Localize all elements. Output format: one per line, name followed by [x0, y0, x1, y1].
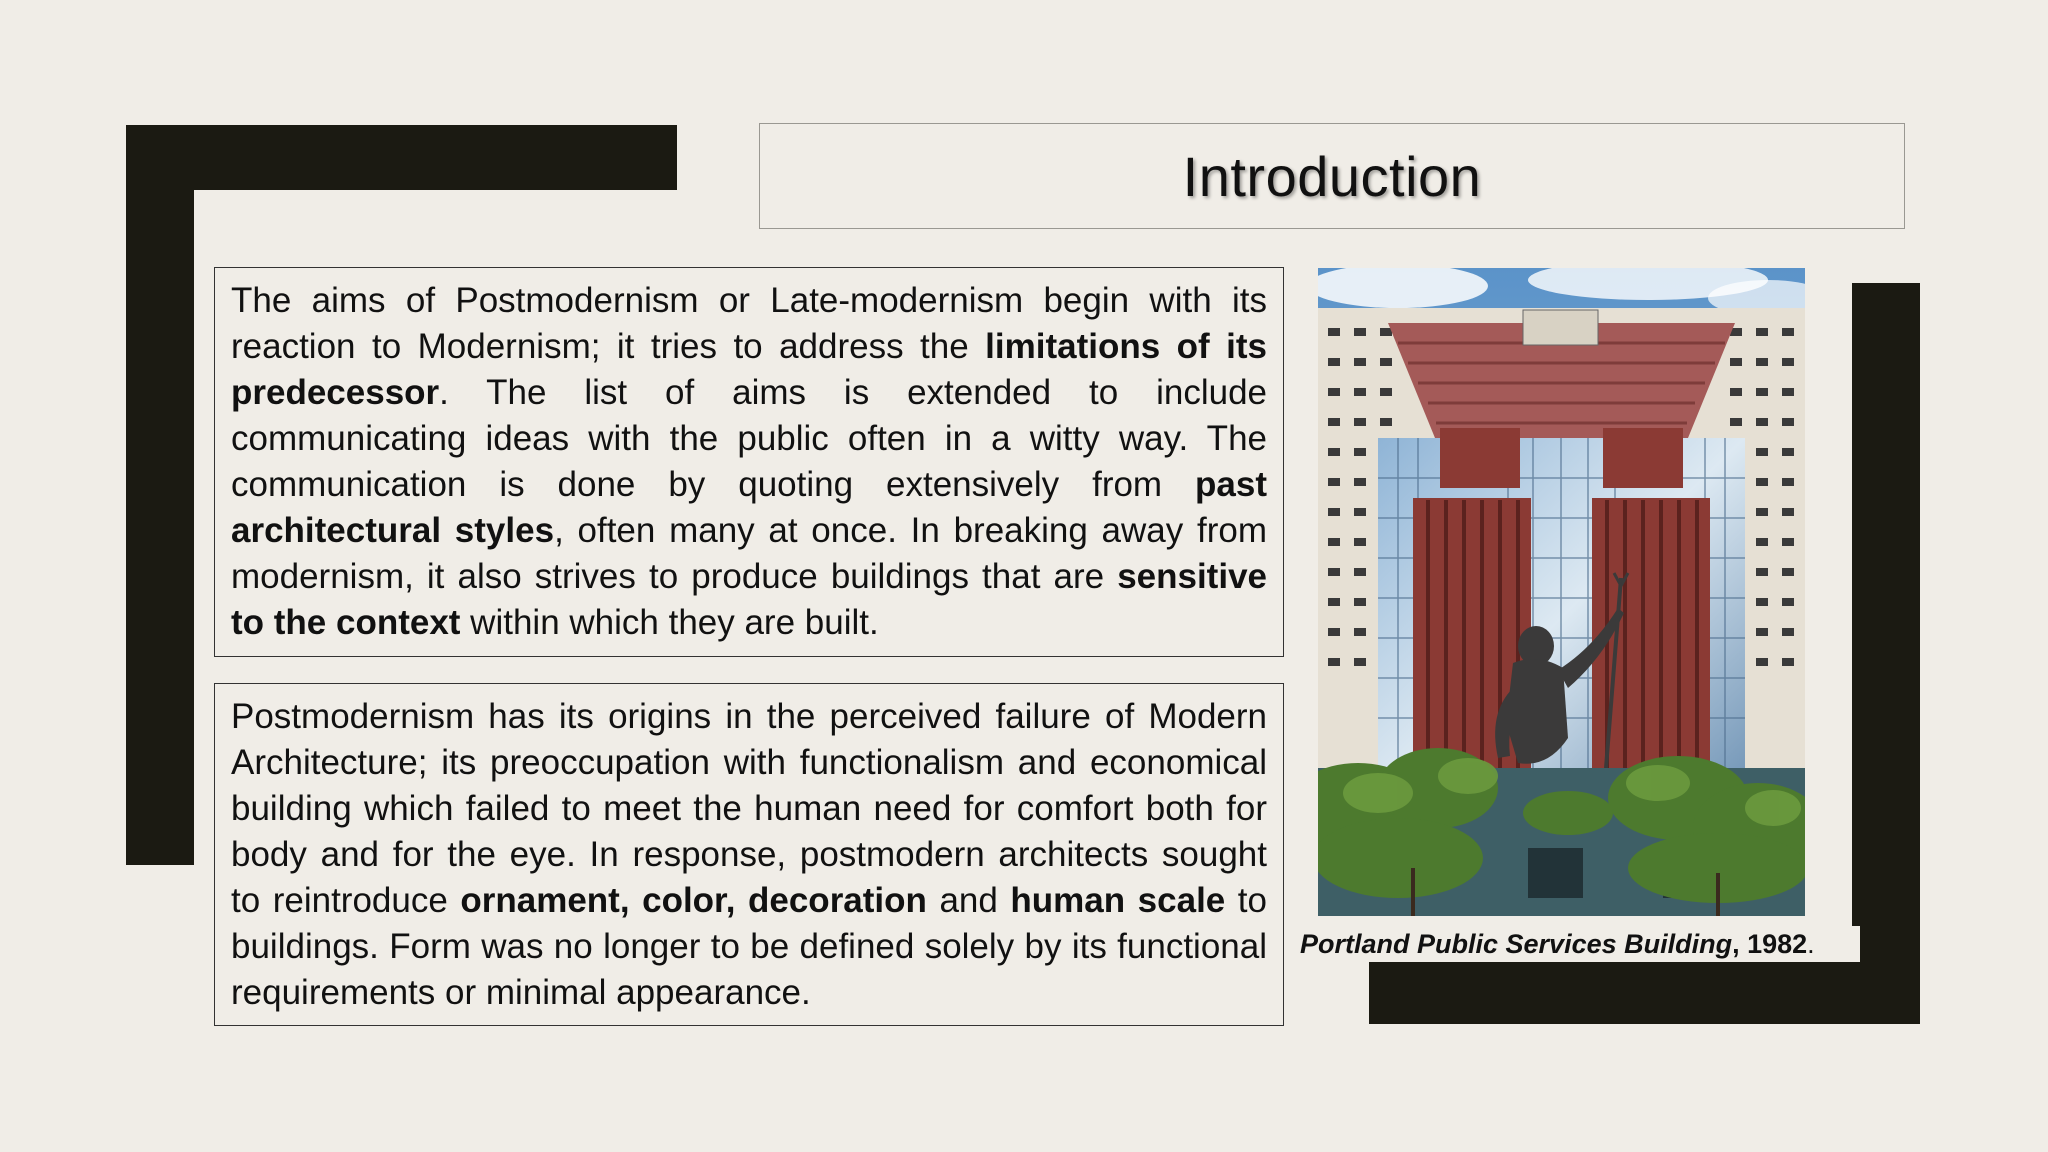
- text-run: , often many at once. In breaking away from modernism, it also strives to produce buildings that are: [231, 511, 1267, 596]
- text-box-aims: [214, 267, 1284, 657]
- slide-title: Introduction: [1182, 144, 1482, 208]
- text-run: The aims of Postmodernism or Late-modernism begin with its reaction to Modernism; it tries to address the: [231, 281, 1267, 366]
- paragraph-origins: [231, 694, 1267, 1016]
- text-run: within which they are built.: [460, 603, 879, 642]
- bold-run: past architectural styles: [231, 465, 1267, 550]
- bold-run: human scale: [1010, 881, 1226, 920]
- text-run: . The list of aims is extended to include communicating ideas with the public often in a witty way. The communication is done by quoting extensively from: [231, 373, 1267, 504]
- decor-bar-bottom-right-vertical: [1852, 283, 1920, 1024]
- bold-run: sensitive to the context: [231, 557, 1267, 642]
- text-run: to buildings. Form was no longer to be defined solely by its functional requirements or minimal appearance.: [231, 881, 1267, 1012]
- bold-run: limitations of its predecessor: [231, 327, 1267, 412]
- caption-year: , 1982: [1732, 929, 1808, 959]
- caption-building-name: Portland Public Services Building: [1300, 929, 1733, 959]
- decor-bar-top-left-vertical: [126, 125, 194, 865]
- caption-period: .: [1807, 929, 1815, 959]
- bold-run: ornament, color, decoration: [460, 881, 927, 920]
- text-box-origins: [214, 683, 1284, 1026]
- text-run: Postmodernism has its origins in the perceived failure of Modern Architecture; its preoccupation with functionalism and economical building which failed to meet the human need for comfort both for body and for the eye. In response, postmodern architects sought to reintroduce: [231, 697, 1267, 920]
- paragraph-aims: [231, 278, 1267, 646]
- building-photo: [1318, 268, 1805, 916]
- title-box: [759, 123, 1905, 229]
- decor-bar-bottom-right-horizontal: [1369, 959, 1920, 1024]
- text-run: and: [926, 881, 1011, 920]
- photo-caption: [1300, 926, 1860, 962]
- portland-building-illustration: [1318, 268, 1805, 916]
- decor-bar-top-left-horizontal: [126, 125, 677, 190]
